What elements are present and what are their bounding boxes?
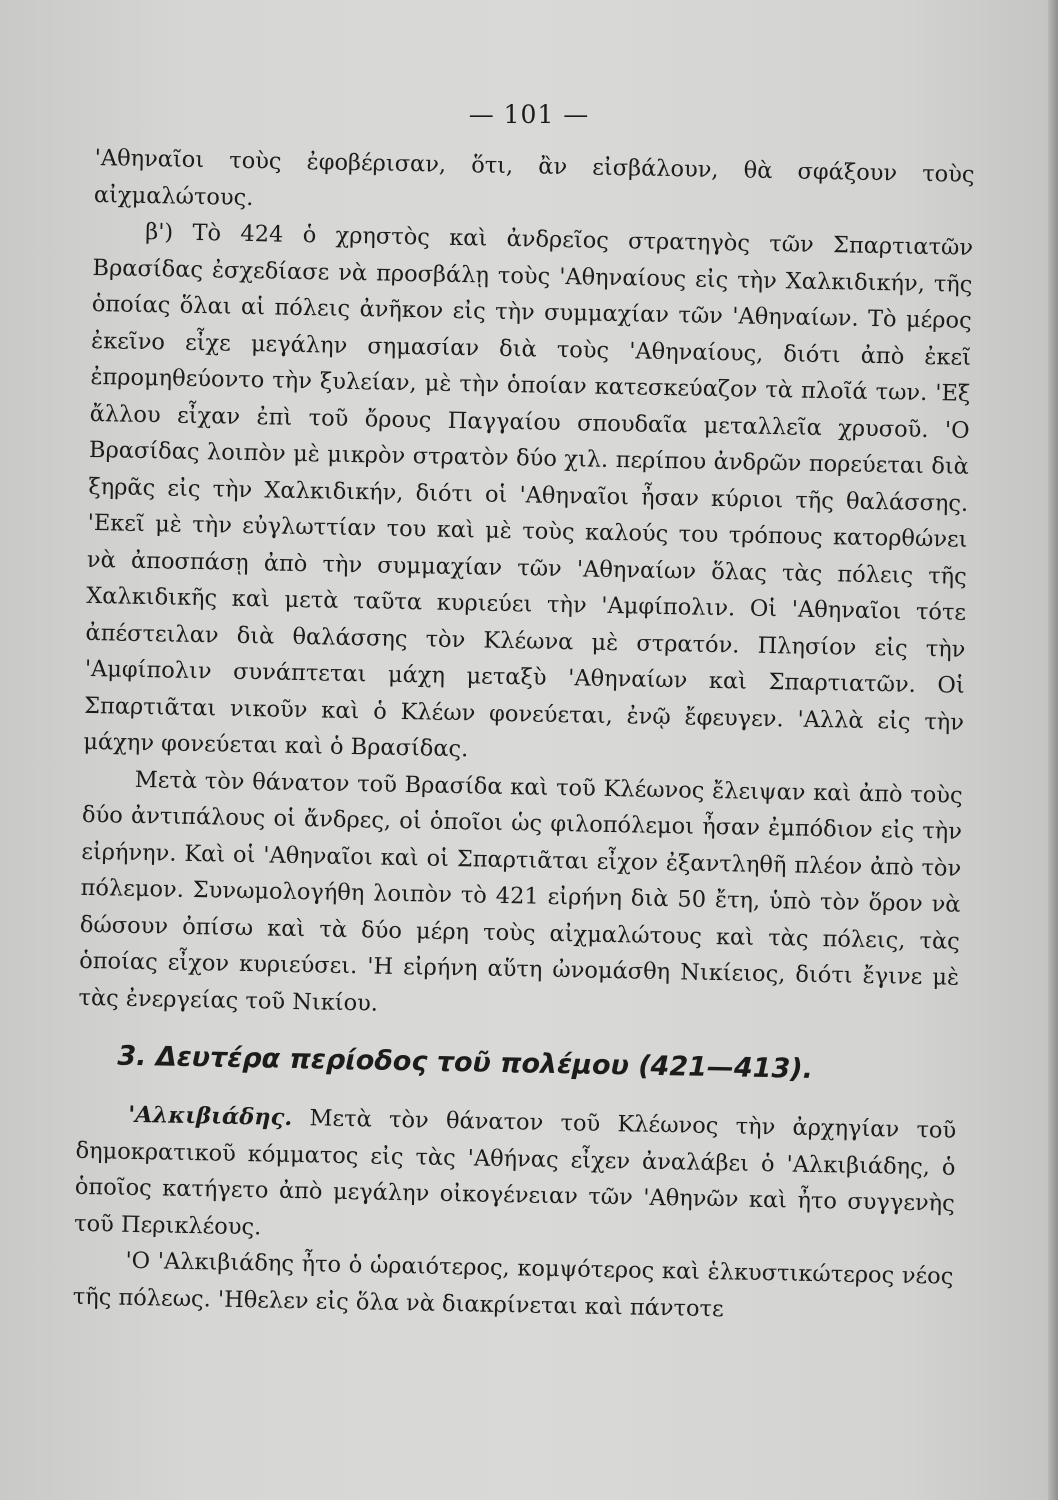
paragraph-alcibiades-intro (74, 1096, 957, 1259)
paragraph-peace-of-nicias: Μετὰ τὸν θάνατον τοῦ Βρασίδα καὶ τοῦ Κλέωνος ἔλειψαν καὶ ἀπὸ τοὺς δύο ἀντιπάλους οἱ ἄνδρες, οἱ ὁποῖοι ὡς φιλοπόλεμοι ἦσαν ἐμπόδιον εἰς τὴν εἰρήνην. Καὶ οἱ 'Αθηναῖοι καὶ οἱ Σπαρτιᾶται εἶχον ἐξαντληθῆ πλέον ἀπὸ τὸν πόλεμον. Συνωμολογήθη λοιπὸν τὸ 421 εἰρήνη διὰ 50 ἔτη, ὑπὸ τὸν ὅρον νὰ δώσουν ὀπίσω καὶ τὰ δύο μέρη τοὺς αἰχμαλώτους καὶ τὰς πόλεις, τὰς ὁποίας εἶχον κυριεύσει. 'Η εἰρήνη αὕτη ὠνομάσθη Νικίειος, διότι ἔγινε μὲ τὰς ἐνεργείας τοῦ Νικίου. (78, 766, 963, 1017)
page-number: — 101 — (468, 100, 590, 129)
page-body (72, 140, 974, 1332)
paragraph-brasidas-campaign: β') Τὸ 424 ὁ χρηστὸς καὶ ἀνδρεῖος στρατηγὸς τῶν Σπαρτιατῶν Βρασίδας ἐσχεδίασε νὰ προσβάλῃ τοὺς 'Αθηναίους εἰς τὴν Χαλκιδικήν, τῆς ὁποίας ὅλαι αἱ πόλεις ἀνῆκον εἰς τὴν συμμαχίαν τῶν 'Αθηναίων. Τὸ μέρος ἐκεῖνο εἶχε μεγάλην σημασίαν διὰ τοὺς 'Αθηναίους, διότι ἀπὸ ἐκεῖ ἐπρομηθεύοντο τὴν ξυλείαν, μὲ τὴν ὁποίαν κατεσκεύαζον τὰ πλοῖά των. 'Εξ ἄλλου εἶχαν ἐπὶ τοῦ ὄρους Παγγαίου σπουδαῖα μεταλλεῖα χρυσοῦ. 'Ο Βρασίδας λοιπὸν μὲ μικρὸν στρατὸν δύο χιλ. περίπου ἀνδρῶν πορεύεται διὰ ξηρᾶς εἰς τὴν Χαλκιδικήν, διότι οἱ 'Αθηναῖοι ἦσαν κύριοι τῆς θαλάσσης. 'Εκεῖ μὲ τὴν εὐγλωττίαν του καὶ μὲ τοὺς καλούς του τρόπους κατορθώνει νὰ ἀποσπάσῃ ἀπὸ τὴν συμμαχίαν τῶν 'Αθηναίων ὅλας τὰς πόλεις τῆς Χαλκιδικῆς καὶ μετὰ ταῦτα κυριεύει τὴν 'Αμφίπολιν. Οἱ 'Αθηναῖοι τότε ἀπέστειλαν διὰ θαλάσσης τὸν Κλέωνα μὲ στρατόν. Πλησίον εἰς τὴν 'Αμφίπολιν συνάπτεται μάχη μεταξὺ 'Αθηναίων καὶ Σπαρτιατῶν. Οἱ Σπαρτιᾶται νικοῦν καὶ ὁ Κλέων φονεύεται, ἐνῷ ἔφευγεν. 'Αλλὰ εἰς τὴν μάχην φονεύεται καὶ ὁ Βρασίδας. (83, 218, 974, 763)
paragraph-alcibiades-intro-text: Μετὰ τὸν θάνατον τοῦ Κλέωνος τὴν ἀρχηγίαν τοῦ δημοκρατικοῦ κόμματος εἰς τὰς 'Αθήνας εἶχεν ἀναλάβει ὁ 'Αλκιβιάδης, ὁ ὁποῖος κατήγετο ἀπὸ μεγάλην οἰκογένειαν τῶν 'Αθηνῶν καὶ ἦτο συγγενὴς τοῦ Περικλέους. (73, 1104, 957, 1240)
paragraph-alcibiades-description: 'Ο 'Αλκιβιάδης ἦτο ὁ ὡραιότερος, κομψότερος καὶ ἑλκυστικώτερος νέος τῆς πόλεως. 'Ηθελεν εἰς ὅλα νὰ διακρίνεται καὶ πάντοτε (72, 1247, 954, 1322)
page-edge-shadow (1048, 0, 1058, 1500)
section-title: 3. Δευτέρα περίοδος τοῦ πολέμου (421—413). (117, 1040, 814, 1085)
section-lead-term: 'Αλκιβιάδης. (128, 1101, 293, 1131)
paragraph-athenians-threat: 'Αθηναῖοι τοὺς ἐφοβέρισαν, ὅτι, ἂν εἰσβάλουν, θὰ σφάξουν τοὺς αἰχμαλώτους. (93, 144, 975, 211)
